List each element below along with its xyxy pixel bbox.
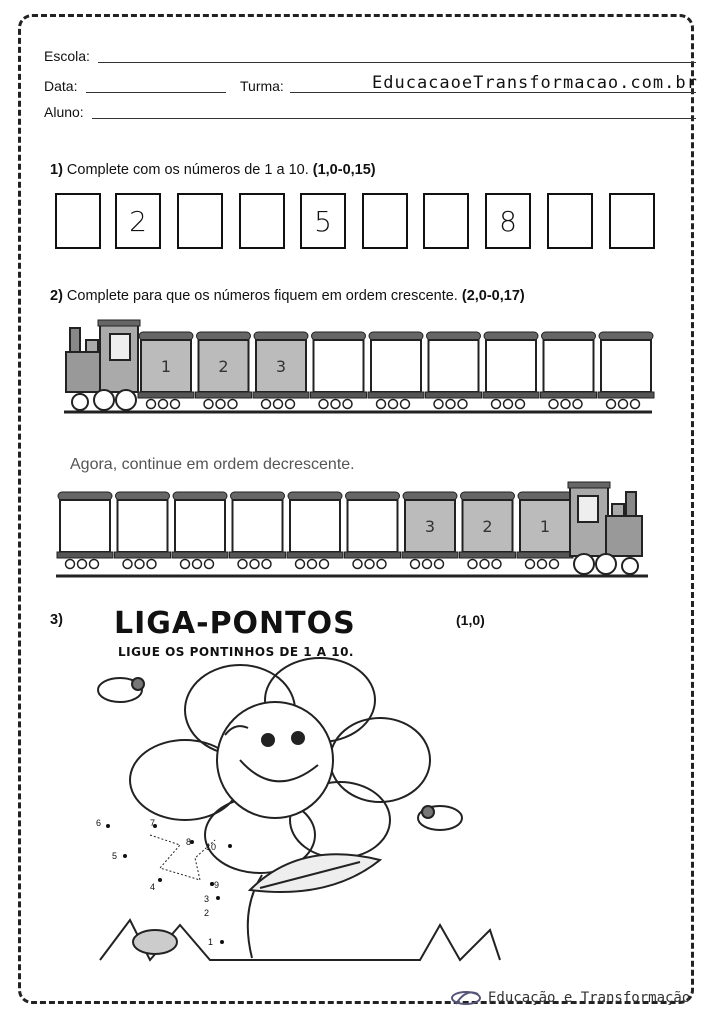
aluno-label: Aluno: [44, 104, 84, 120]
dot-5[interactable] [123, 854, 127, 858]
train-2-wagon-label-9: 1 [539, 517, 551, 536]
q2-text: Complete para que os números fiquem em ordem crescente. [62, 288, 462, 304]
q3-subtitle: LIGUE OS PONTINHOS DE 1 A 10. [118, 645, 354, 659]
dot-label-3: 3 [204, 894, 210, 904]
footer-brand: Educação e Transformação [488, 990, 691, 1006]
dot-label-2: 2 [204, 908, 210, 918]
train-1-wagons [138, 332, 654, 409]
train-2-wagon-label-8: 2 [482, 517, 493, 536]
train-1-wagon-9[interactable] [598, 332, 654, 409]
turma-label: Turma: [240, 78, 284, 94]
train-2-wagon-3[interactable] [172, 492, 228, 569]
dot-4[interactable] [158, 878, 162, 882]
q3-title: LIGA-PONTOS [114, 606, 356, 641]
train-2-wagon-label-7: 3 [424, 517, 436, 536]
dot-label-8: 8 [186, 837, 192, 847]
q2-instruction: Agora, continue em ordem decrescente. [70, 456, 355, 473]
train-1-wagon-2[interactable] [196, 332, 252, 409]
dot-label-10: 10 [206, 842, 217, 852]
q1-box-8[interactable]: 8 [485, 193, 531, 249]
dot-6[interactable] [106, 824, 110, 828]
train-2-wagons [57, 492, 573, 569]
dot-1[interactable] [220, 940, 224, 944]
train-1-wagon-8[interactable] [541, 332, 597, 409]
q2-score: (2,0-0,17) [461, 288, 525, 304]
escola-label: Escola: [44, 48, 90, 64]
train-1-wagon-3[interactable] [253, 332, 309, 409]
data-label: Data: [44, 78, 78, 94]
train-2-wagon-2[interactable] [115, 492, 171, 569]
train-1-wagon-label-2: 2 [218, 357, 229, 376]
dot-label-9: 9 [214, 880, 220, 890]
q1-score: (1,0-0,15) [312, 162, 376, 178]
train-2-wagon-1[interactable] [57, 492, 113, 569]
train-2-wagon-6[interactable] [345, 492, 401, 569]
dot-label-7: 7 [150, 818, 156, 828]
train-1-wagon-label-3: 3 [275, 357, 287, 376]
train-2-wagon-7[interactable] [402, 492, 458, 569]
q3-score: (1,0) [456, 612, 485, 628]
train-1-wagon-7[interactable] [483, 332, 539, 409]
train-1-wagon-label-1: 1 [160, 357, 172, 376]
train-1-wagon-6[interactable] [426, 332, 482, 409]
dot-label-4: 4 [150, 882, 156, 892]
q1-text: Complete com os números de 1 a 10. [62, 162, 313, 178]
q3-number: 3) [50, 612, 63, 628]
footer-logo-icon [452, 992, 480, 1004]
dot-label-5: 5 [112, 851, 118, 861]
train-2-wagon-8[interactable] [460, 492, 516, 569]
train-2-wagon-9[interactable] [517, 492, 573, 569]
train-1-wagon-4[interactable] [311, 332, 367, 409]
q1-number: 1) [50, 162, 63, 178]
train-1 [64, 320, 654, 412]
flower-illustration [98, 658, 500, 960]
train-1-wagon-1[interactable] [138, 332, 194, 409]
q1-box-5[interactable]: 5 [300, 193, 346, 249]
dot-label-6: 6 [96, 818, 102, 828]
q2-number: 2) [50, 288, 63, 304]
train-2 [56, 482, 648, 576]
train-2-wagon-5[interactable] [287, 492, 343, 569]
train-2-wagon-4[interactable] [230, 492, 286, 569]
q1-box-2[interactable]: 2 [115, 193, 161, 249]
locomotive-1 [66, 320, 140, 410]
dot-10[interactable] [228, 844, 232, 848]
dot-to-dot [96, 818, 232, 947]
locomotive-2 [568, 482, 642, 574]
train-1-wagon-5[interactable] [368, 332, 424, 409]
dot-label-1: 1 [208, 937, 214, 947]
site-url: EducacaoeTransformacao.com.br [372, 73, 698, 93]
dot-2[interactable] [216, 896, 220, 900]
